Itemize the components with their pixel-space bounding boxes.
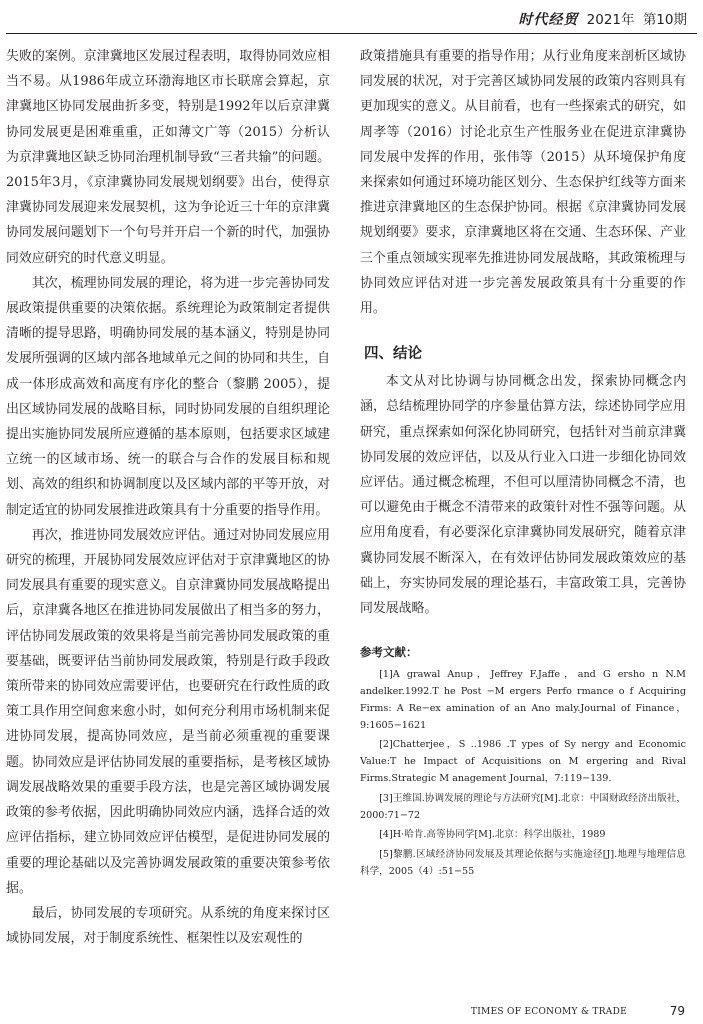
paragraph: 政策措施具有重要的指导作用；从行业角度来剖析区域协同发展的状况，对于完善区域协同发展的政策内容则具有更加现实的意义。从目前看，也有一些探索式的研究，如周孝等（2016）讨论北京生产性服务业在促进京津冀协同发展中发挥的作用，张伟等（2015）从环境保护角度来探索如何通过环境功能区划分、生态保护红线等方面来推进京津冀地区的生态保护协同。根据《京津冀协同发展规划纲要》要求，京津冀地区将在交通、生态环保、产业三个重点领域实现率先推进协同发展战略，其政策梳理与协同效应评估对进一步完善发展政策具有十分重要的作用。 [360,49,686,317]
references-heading: 参考文献： [360,645,418,660]
header-text [514,8,687,29]
reference-item: [1]A grawal Anup，Jeffrey F.Jaffe，and G ersho n N.M andelker.1992.T he Post −M ergers Perfo rmance o f Acquiring Firms: A Re−ex amination of an Ano maly.Journal of Finance，9:1605−1621 [360,669,686,731]
reference-item: [5]黎鹏.区域经济协同发展及其理论依据与实施途径[J].地理与地理信息科学，2005（4）:51−55 [360,849,686,878]
page-footer [0,1003,703,1023]
reference-item: [4]H·哈肯.高等协同学[M].北京：科学出版社，1989 [379,829,606,841]
paragraph: 其次，梳理协同发展的理论，将为进一步完善协同发展政策提供重要的决策依据。系统理论为政策制定者提供清晰的提导思路，明确协同发展的基本涵义，特别是协同发展所强调的区域内部各地域单元之间的协同和共生，自成一体形成高效和高度有序化的整合（黎鹏 2005），提出区域协同发展的战略目标，同时协同发展的自组织理论提出实施协同发展所应遵循的基本原则，包括要求区域建立统一的区域市场、统一的联合与合作的发展目标和规划、高效的组织和协调制度以及区域内部的平等开放，对制定适宜的协同发展推进政策具有十分重要的指导作用。 [6,275,330,518]
right-column [360,44,686,884]
reference-item: [2]Chatterjee，S ..1986 .T ypes of Sy nergy and Economic Value:T he Impact of Acquisitions on M ergering and Rival Firms.Strategic M anagement Journal，7:119−139. [360,739,686,785]
reference-item: [3]王维国.协调发展的理论与方法研究[M].北京：中国财政经济出版社，2000:71−72 [360,792,686,821]
issue-number: 第10期 [642,12,687,28]
section-heading: 四、结论 [364,346,422,363]
page-header [0,0,703,42]
journal-english-name: TIMES OF ECONOMY & TRADE [470,1007,627,1017]
paragraph: 最后，协同发展的专项研究。从系统的角度来探讨区域协同发展，对于制度系统性、框架性以及宏观性的 [6,905,330,947]
paragraph: 本文从对比协调与协同概念出发，探索协同概念内涵，总结梳理协同学的序参量估算方法，综述协同学应用研究，重点探索如何深化协同研究，包括针对当前京津冀协同发展的效应评估，以及从行业入口进一步细化协同效应评估。通过概念梳理，不但可以厘清协同概念不清，也可以避免由于概念不清带来的政策针对性不强等问题。从应用角度看，有必要深化京津冀协同发展研究，随着京津冀协同发展不断深入，在有效评估协同发展政策效应的基础上，夯实协同发展的理论基石，丰富政策工具，完善协同发展战略。 [360,374,686,617]
header-rule [6,33,697,34]
paragraph: 再次，推进协同发展效应评估。通过对协同发展应用研究的梳理，开展协同发展效应评估对于京津冀地区的协同发展具有重要的现实意义。自京津冀协同发展战略提出后，京津冀各地区在推进协同发展做出了相当多的努力，评估协同发展政策的效果将是当前完善协同发展政策的重要基础，既要评估当前协同发展政策，特别是行政手段政策所带来的协同效应需要评估，也要研究在行政性质的政策工具作用空间愈来愈小时，如何充分利用市场机制来促进协同发展，提高协同效应，是当前必须重视的重要课题。协同效应是评估协同发展的重要指标，是考核区域协调发展战略效果的重要手段方法，也是完善区域协调发展政策的参考依据，因此明确协同效应内涵，选择合适的效应评估指标，建立协同效应评估模型，是促进协同发展的重要的理论基础以及完善协调发展政策的重要决策参考依据。 [6,527,330,896]
reference-list [360,667,686,881]
page-number: 79 [669,1004,685,1018]
left-column [6,44,330,951]
issue-year: 2021年 [586,12,635,28]
paragraph: 失败的案例。京津冀地区发展过程表明，取得协同效应相当不易。从1986年成立环渤海地区市长联席会算起，京津冀地区协同发展曲折多变，特别是1992年以后京津冀协同发展更是困难重重，正如薄文广等（2015）分析认为京津冀地区缺乏协同治理机制导致“三者共输”的问题。2015年3月，《京津冀协同发展规划纲要》出台，使得京津冀协同发展迎来发展契机，这为争论近三十年的京津冀协同发展问题划下一个句号并开启一个新的时代，加强协同效应研究的时代意义明显。 [6,49,330,266]
journal-name: 时代经贸 [518,12,579,28]
